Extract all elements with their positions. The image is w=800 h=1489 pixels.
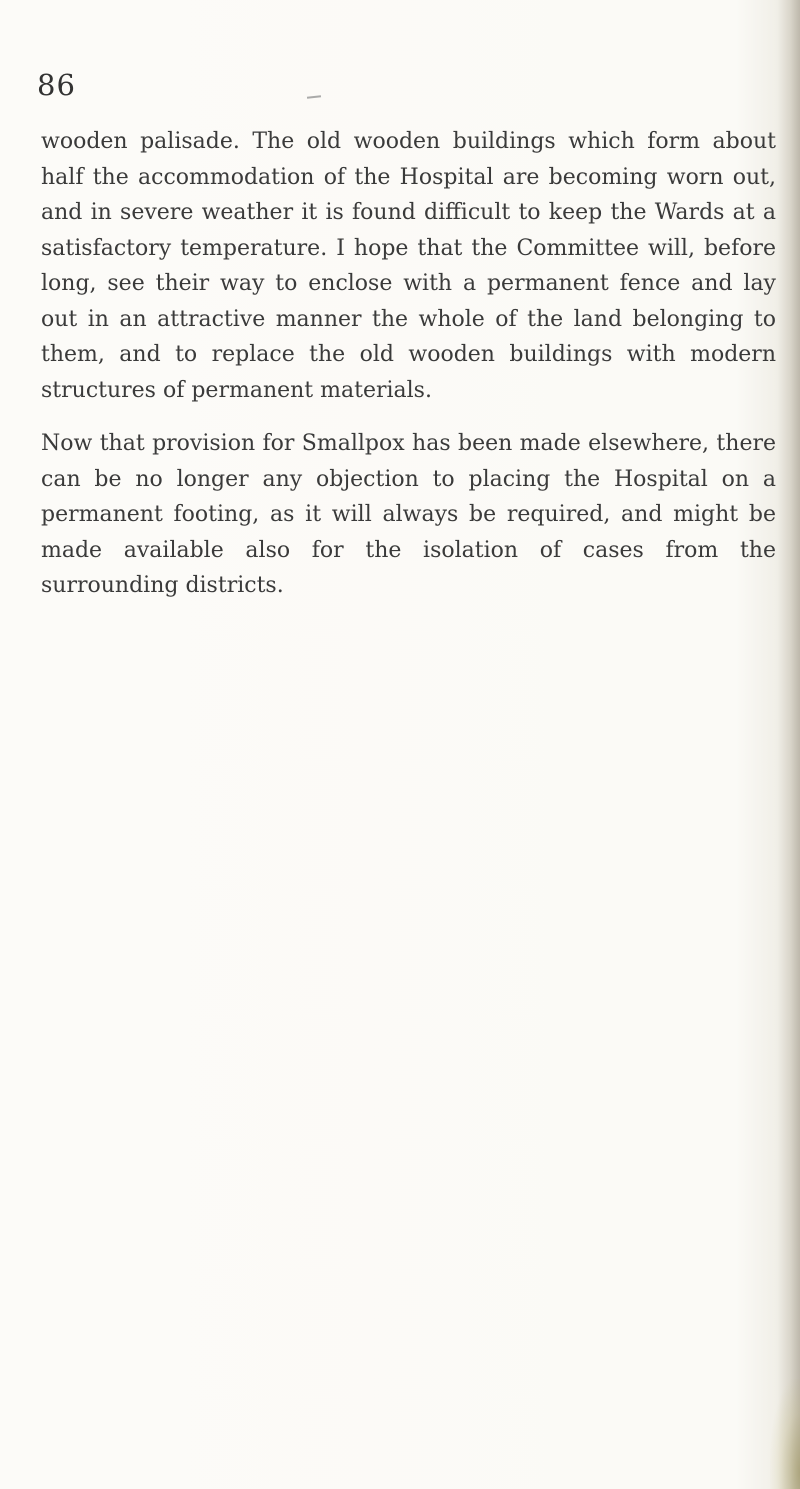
page-corner-stain (770, 1379, 800, 1489)
page-edge-shadow (778, 0, 800, 1489)
body-text (41, 124, 776, 604)
paragraph: wooden palisade. The old wooden buildings which form about half the accommodation of the Hospital are becoming worn out, and in severe weather it is found difficult to keep the Wards at a satisfactory temperature. I hope that the Committee will, before long, see their way to enclose with a permanent fence and lay out in an attractive manner the whole of the land belonging to them, and to replace the old wooden buildings with modern structures of permanent materials. (41, 129, 776, 403)
paragraph: Now that provision for Smallpox has been made elsewhere, there can be no longer any objection to placing the Hospital on a permanent footing, as it will always be required, and might be made available also for the isolation of cases from the surrounding districts. (41, 431, 776, 598)
page-number: 86 (37, 68, 76, 102)
stray-ink-mark (307, 95, 321, 98)
